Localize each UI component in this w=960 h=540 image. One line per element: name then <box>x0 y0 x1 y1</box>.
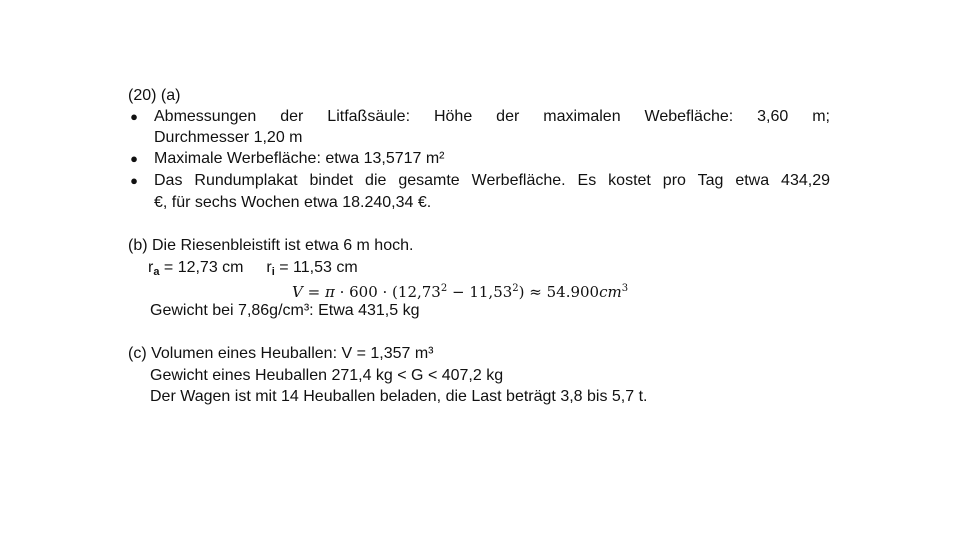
formula-pi: π <box>324 283 335 301</box>
radius-outer-symbol: r <box>148 259 154 276</box>
formula-exponent: 2 <box>512 283 519 294</box>
wagon-load-line: Der Wagen ist mit 14 Heuballen beladen, die Last beträgt 3,8 bis 5,7 t. <box>150 388 648 405</box>
formula-middle: · 600 · (12,73 <box>334 283 441 301</box>
bullet-text-line: Durchmesser 1,20 m <box>154 129 303 146</box>
volume-formula <box>292 279 628 302</box>
formula-equals: = <box>302 283 325 301</box>
bullet-text-line: Abmessungen der Litfaßsäule: Höhe der maximalen Webefläche: 3,60 m; <box>154 108 830 125</box>
formula-unit: cm <box>599 283 622 301</box>
bullet-text-line: €, für sechs Wochen etwa 18.240,34 €. <box>154 194 432 211</box>
heuballen-weight-line: Gewicht eines Heuballen 271,4 kg < G < 407,2 kg <box>150 367 504 384</box>
formula-volume-symbol: V <box>292 283 303 301</box>
formula-minus: − 11,53 <box>447 283 513 301</box>
bullet-icon: ● <box>130 173 138 188</box>
part-a-heading: (20) (a) <box>128 87 181 104</box>
bullet-icon: ● <box>130 151 138 166</box>
bullet-icon: ● <box>130 109 138 124</box>
formula-exponent: 2 <box>440 283 448 294</box>
radius-inner-subscript: i <box>271 266 275 278</box>
radius-outer-value: = 12,73 cm <box>159 259 244 276</box>
bullet-text-line: Das Rundumplakat bindet die gesamte Werbefläche. Es kostet pro Tag etwa 434,29 <box>154 172 830 189</box>
weight-line: Gewicht bei 7,86g/cm³: Etwa 431,5 kg <box>150 302 420 319</box>
part-c-heading: (c) Volumen eines Heuballen: V = 1,357 m³ <box>128 345 434 362</box>
radius-outer-subscript: a <box>153 266 160 278</box>
formula-exponent: 3 <box>621 283 629 294</box>
radius-inner-value: = 11,53 cm <box>274 259 358 276</box>
part-b-heading: (b) Die Riesenbleistift ist etwa 6 m hoch. <box>128 237 414 254</box>
formula-approx: ) ≈ 54.900 <box>518 283 600 301</box>
radius-inner-symbol: r <box>266 259 272 276</box>
bullet-text-line: Maximale Werbefläche: etwa 13,5717 m² <box>154 150 445 167</box>
